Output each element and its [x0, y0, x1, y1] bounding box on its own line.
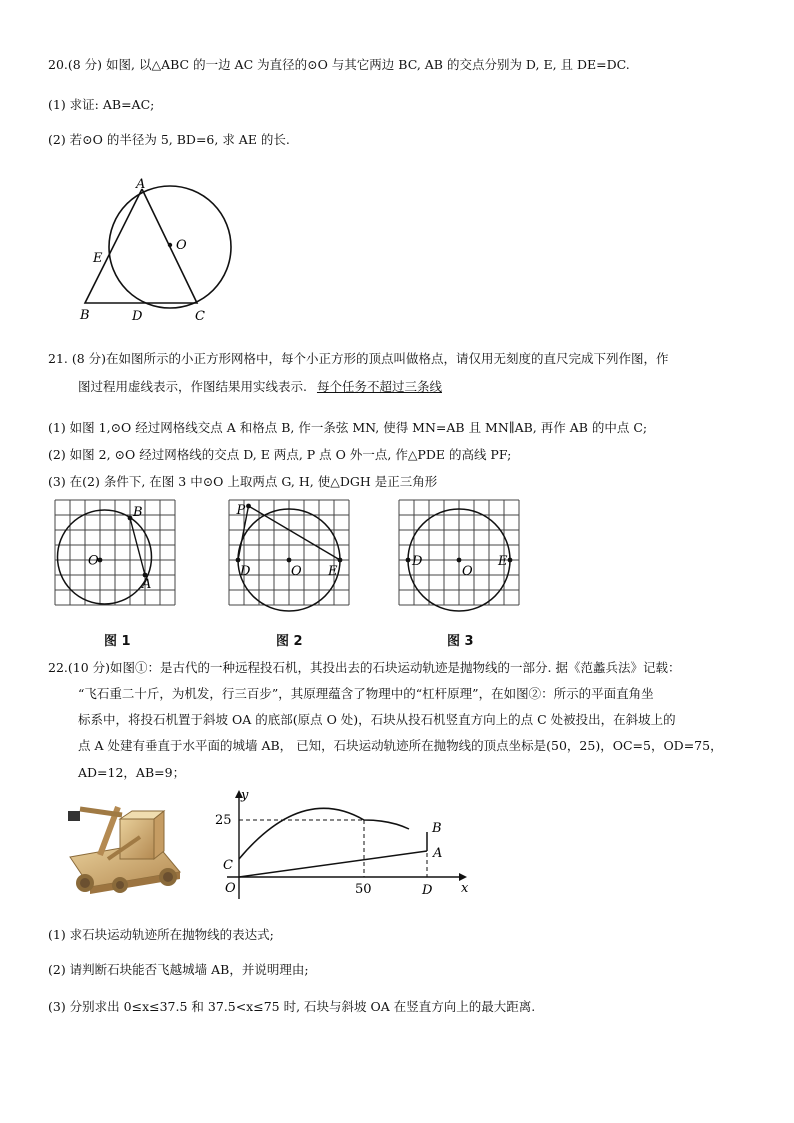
label-O: O	[291, 564, 302, 579]
q21-stem-emphasis: 每个任务不超过三条线	[316, 379, 442, 394]
label-A: A	[433, 846, 443, 861]
fig2-caption: 图 2	[276, 634, 303, 649]
label-A: A	[142, 577, 152, 592]
parabola-graph	[205, 787, 485, 907]
q21-part3: (3) 在(2) 条件下, 在图 3 中⊙O 上取两点 G, H, 使△DGH 是正三角形	[48, 474, 438, 489]
q22-line2: “飞石重二十斤，为机发，行三百步”，其原理蕴含了物理中的“杠杆原理”，在如图②：所示的平面直角坐	[78, 686, 654, 701]
center-o-dot	[457, 558, 462, 563]
q20-stem: 20.(8 分) 如图, 以△ABC 的一边 AC 为直径的⊙O 与其它两边 BC, AB 的交点分别为 D, E, 且 DE=DC.	[48, 57, 630, 72]
label-O: O	[88, 553, 99, 569]
label-E: E	[498, 554, 508, 569]
label-A: A	[136, 177, 146, 192]
triangle-abc	[85, 189, 197, 303]
grid-figure-2	[227, 498, 357, 618]
label-x: x	[461, 881, 469, 896]
q22-line3: 标系中，将投石机置于斜坡 OA 的底部(原点 O 处)，石块从投石机竖直方向上的点 C 处被投出，在斜坡上的	[78, 712, 676, 727]
label-B: B	[133, 505, 143, 520]
center-o-dot	[287, 558, 292, 563]
tick-25: 25	[215, 813, 232, 828]
label-O: O	[176, 238, 187, 253]
q21-stem-line2: 图过程用虚线表示，作图结果用实线表示.	[78, 379, 307, 394]
q22-line1: 22.(10 分)如图①：是古代的一种远程投石机，其投出去的石块运动轨迹是抛物线的一部分. 据《范蠡兵法》记载：	[48, 660, 681, 675]
label-E: E	[328, 564, 338, 579]
q20-part1: (1) 求证: AB=AC;	[48, 97, 155, 112]
label-O: O	[462, 564, 473, 579]
point-d	[406, 558, 411, 563]
label-D: D	[422, 883, 433, 898]
label-C: C	[223, 858, 233, 873]
q22-line4: 点 A 处建有垂直于水平面的城墙 AB， 已知，石块运动轨迹所在抛物线的顶点坐标是(50，25)，OC=5，OD=75，	[78, 738, 723, 753]
q22-part3: (3) 分别求出 0≤x≤37.5 和 37.5<x≤75 时, 石块与斜坡 OA 在竖直方向上的最大距离.	[48, 999, 536, 1014]
label-B: B	[432, 821, 442, 836]
label-B: B	[80, 308, 90, 323]
grid-figure-3	[397, 498, 527, 618]
grid-figure-1	[53, 498, 183, 618]
chord-ab	[130, 518, 145, 575]
point-e	[338, 558, 343, 563]
label-y: y	[241, 788, 249, 803]
fig1-caption: 图 1	[104, 634, 131, 649]
slope-oa	[239, 851, 427, 877]
point-e	[508, 558, 513, 563]
catapult-illustration	[60, 797, 200, 897]
label-D: D	[240, 564, 251, 579]
label-D: D	[412, 554, 423, 569]
label-E: E	[93, 251, 103, 266]
x-axis-arrow	[459, 873, 467, 881]
parabola-curve	[239, 808, 409, 859]
fig3-caption: 图 3	[447, 634, 474, 649]
label-D: D	[132, 309, 143, 324]
q21-part1: (1) 如图 1,⊙O 经过网格线交点 A 和格点 B, 作一条弦 MN, 使得 MN=AB 且 MN∥AB, 再作 AB 的中点 C;	[48, 420, 648, 435]
label-C: C	[195, 309, 205, 324]
q21-stem-line1: 21. (8 分)在如图所示的小正方形网格中，每个小正方形的顶点叫做格点，请仅用无刻度的直尺完成下列作图，作	[48, 351, 669, 366]
tick-50: 50	[355, 882, 372, 897]
point-b	[128, 516, 133, 521]
q21-part2: (2) 如图 2, ⊙O 经过网格线的交点 D, E 两点, P 点 O 外一点, 作△PDE 的高线 PF;	[48, 447, 512, 462]
segment-pe	[249, 506, 341, 560]
q22-line5: AD=12，AB=9；	[78, 765, 186, 780]
point-d	[236, 558, 241, 563]
circle-o	[109, 186, 231, 308]
point-p	[246, 504, 251, 509]
q22-part1: (1) 求石块运动轨迹所在抛物线的表达式;	[48, 927, 274, 942]
q22-part2: (2) 请判断石块能否飞越城墙 AB，并说明理由;	[48, 962, 309, 977]
q20-part2: (2) 若⊙O 的半径为 5, BD=6, 求 AE 的长.	[48, 132, 290, 147]
label-P: P	[236, 503, 246, 518]
center-o-dot	[168, 243, 172, 247]
label-O: O	[225, 881, 236, 896]
